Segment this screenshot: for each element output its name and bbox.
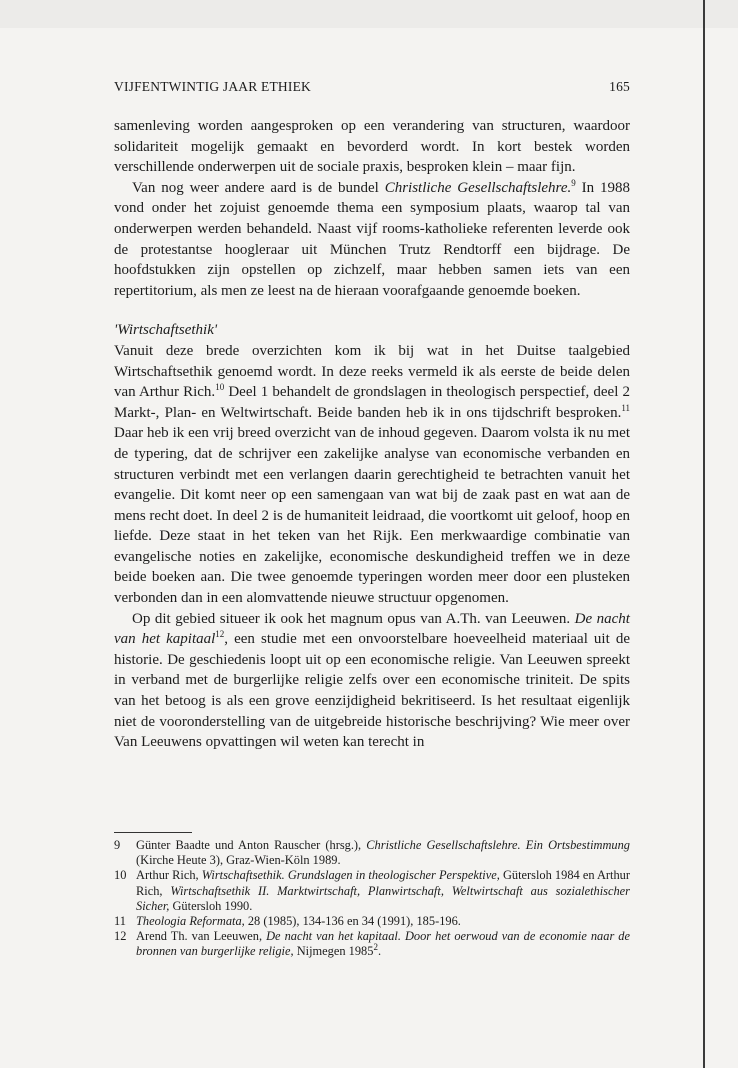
paragraph-3: Vanuit deze brede overzichten kom ik bij wat in het Duitse taalgebied Wirtschaftsethik genoemd wordt. In deze reeks vermeld ik als eerste de beide delen van Arthur Rich.$^{10}$ Deel 1 behandelt de grondslagen in theologisch perspectief, deel 2 Markt-, Plan- en Weltwirtschaft. Beide banden heb ik in ons tijdschrift besproken.$^{11}$ Daar heb ik een vrij breed overzicht van de inhoud gegeven. Daarom volsta ik nu met de typering, dat de schrijver een zakelijke analyse van economische verbanden en structuren verbindt met een verlangen daarin gerechtigheid te betrachten vanuit het evangelie. Dit komt neer op een samengaan van wat bij de zaak past en wat aan de mens recht doet. In deel 2 is de humaniteit leidraad, die voortkomt uit geloof, hoop en liefde. Deze staat in het teken van het Rijk. Een merkwaardige combinatie van evangelische noties en zakelijke, economische deskundigheid treffen we in deze beide boeken aan. Die twee genoemde typeringen worden meer door een plusteken verbonden dan in een alomvattende nieuwe structuur opgenomen. <box>114 342 631 607</box>
book-title: De nacht van het kapitaal <box>114 610 630 648</box>
book-title: Christliche Gesellschaftslehre. <box>384 179 572 196</box>
paragraph-2: Van nog weer andere aard is de bundel Christliche Gesellschaftslehre.$^9$ In 1988 vond onder het zojuist genoemde thema een symposium plaats, waarop tal van onderwerpen werden behandeld. Naast vijf rooms-katholieke referenten leverde ook de protestantse hoogleraar uit München Trutz Rendtorff een bijdrage. De hoofdstukken zijn opstellen op zichzelf, maar hebben samen iets van een repertitorium, als men ze leest na de hieraan voorafgaande genoemde boeken. <box>114 177 630 299</box>
footnote <box>114 838 630 868</box>
footnote-text: Arend Th. van Leeuwen, De nacht van het kapitaal. Door het oerwoud van de economie naar de bronnen van burgerlijke religie, Nijmegen 1985$^2$. <box>136 929 630 959</box>
paragraph-4: Op dit gebied situeer ik ook het magnum opus van A.Th. van Leeuwen. De nacht van het kapitaal$^{12}$, een studie met een onvoorstelbare hoeveelheid materiaal uit de historie. De geschiedenis loopt uit op een economische religie. Van Leeuwen spreekt in verband met de burgerlijke religie zelfs over een economische triniteit. De spits van het betoog is als een grove eenzijdigheid bekritiseerd. Is het resultaat eigenlijk niet de vooronderstelling van de uitgebreide historische beschrijving? Wie meer over Van Leeuwens opvattingen wil weten kan terecht in <box>114 610 630 751</box>
footnote-ref: 10 <box>215 382 225 393</box>
footnote <box>114 914 630 929</box>
scan-right-edge-line <box>703 0 705 1068</box>
footnote-number: 9 <box>114 838 121 852</box>
section-title: 'Wirtschaftsethik' <box>114 322 218 339</box>
footnotes <box>114 838 630 960</box>
page-number: 165 <box>609 79 630 94</box>
footnote-ref: 11 <box>621 402 630 413</box>
body-text <box>114 116 630 753</box>
paragraph-1: samenleving worden aangesproken op een verandering van structuren, waardoor solidariteit mogelijk gemaakt en bevorderd wordt. In kort bestek worden verschillende onderwerpen uit de sociale praxis, besproken klein – maar fijn. <box>114 118 630 176</box>
footnote-text: Arthur Rich, Wirtschaftsethik. Grundslagen in theologischer Perspektive, Gütersloh 1984 en Arthur Rich, Wirtschaftsethik II. Marktwirtschaft, Planwirtschaft, Weltwirtschaft aus sozialethischer Sicher, Gütersloh 1990. <box>136 868 630 913</box>
footnote-ref: 12 <box>215 629 225 640</box>
footnote-separator <box>114 832 192 833</box>
footnote-number: 10 <box>114 868 127 883</box>
footnote-number: 11 <box>114 914 126 929</box>
footnote-text: Theologia Reformata, 28 (1985), 134-136 en 34 (1991), 185-196. <box>136 914 461 929</box>
running-header <box>114 79 630 95</box>
footnote-number: 12 <box>114 929 127 944</box>
footnote <box>114 929 630 959</box>
footnote <box>114 868 630 914</box>
footnote-text: Günter Baadte und Anton Rauscher (hrsg.), Christliche Gesellschaftslehre. Ein Ortsbestimmung (Kirche Heute 3), Graz-Wien-Köln 1989. <box>136 838 630 868</box>
running-title: VIJFENTWINTIG JAAR ETHIEK <box>114 79 311 94</box>
footnote-ref: 9 <box>571 177 576 188</box>
scan-top-edge <box>0 0 738 28</box>
